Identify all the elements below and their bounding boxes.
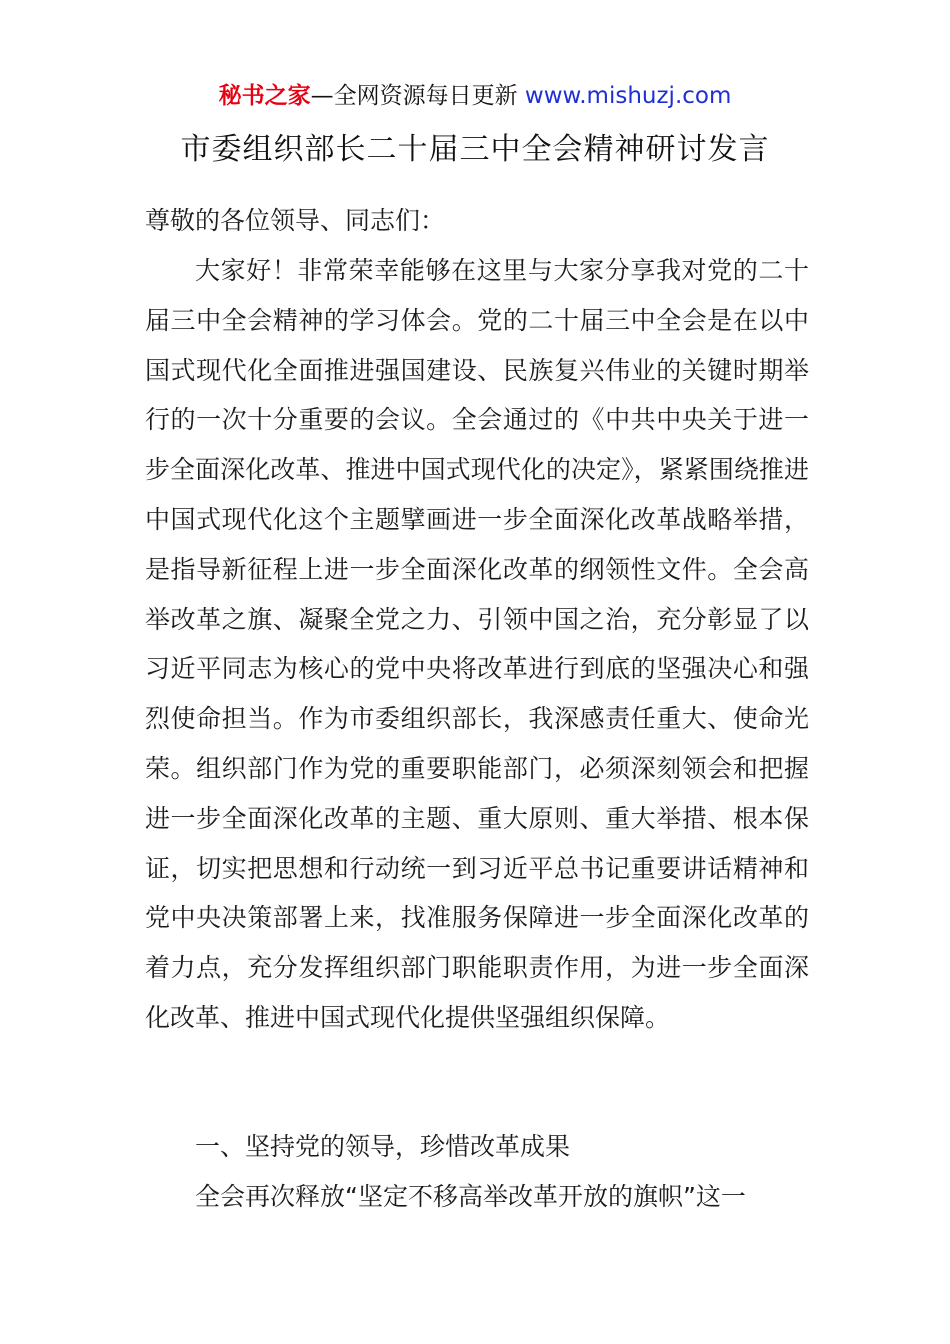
salutation: 尊敬的各位领导、同志们： [145, 206, 446, 235]
site-header [0, 80, 950, 112]
body-paragraph: 大家好！非常荣幸能够在这里与大家分享我对党的二十届三中全会精神的学习体会。党的二十届三中全会是在以中国式现代化全面推进强国建设、民族复兴伟业的关键时期举行的一次十分重要的会议。全会通过的《中共中央关于进一步全面深化改革、推进中国式现代化的决定》，紧紧围绕推进中国式现代化这个主题擘画进一步全面深化改革战略举措，是指导新征程上进一步全面深化改革的纲领性文件。全会高举改革之旗、凝聚全党之力、引领中国之治，充分彰显了以习近平同志为核心的党中央将改革进行到底的坚强决心和强烈使命担当。作为市委组织部长，我深感责任重大、使命光荣。组织部门作为党的重要职能部门，必须深刻领会和把握进一步全面深化改革的主题、重大原则、重大举措、根本保证，切实把思想和行动统一到习近平总书记重要讲话精神和党中央决策部署上来，找准服务保障进一步全面深化改革的着力点，充分发挥组织部门职能职责作用，为进一步全面深化改革、推进中国式现代化提供坚强组织保障。 [145, 256, 809, 1032]
section-heading: 一、坚持党的领导，珍惜改革成果 [195, 1132, 571, 1161]
section-paragraph: 全会再次释放“坚定不移高举改革开放的旗帜”这一 [195, 1182, 746, 1211]
site-url-link[interactable]: www.mishuzj.com [524, 83, 732, 109]
site-brand: 秘书之家 [218, 83, 311, 109]
document-title: 市委组织部长二十届三中全会精神研讨发言 [180, 132, 770, 167]
site-tagline: —全网资源每日更新 [310, 83, 525, 109]
